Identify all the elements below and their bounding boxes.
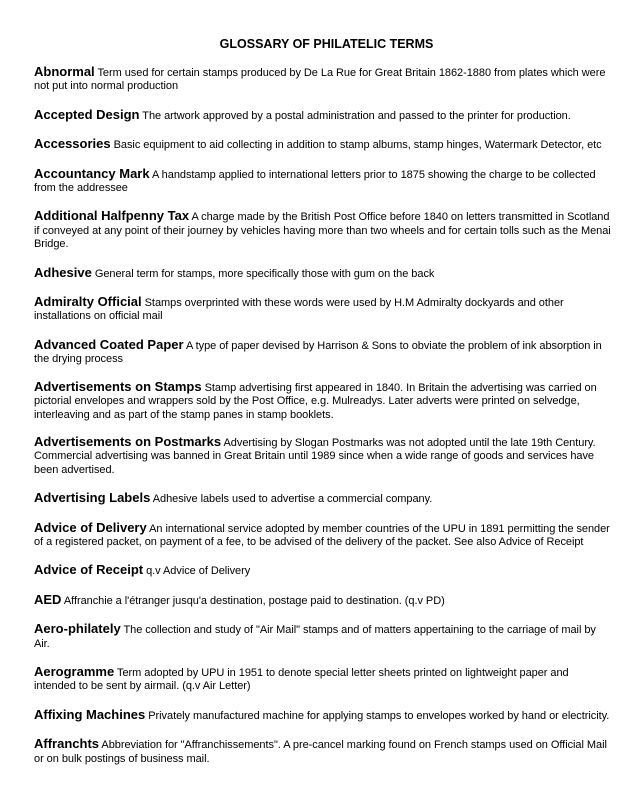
glossary-term: Advertisements on Stamps	[34, 378, 202, 394]
glossary-term: Adhesive	[34, 264, 92, 280]
glossary-definition: Adhesive labels used to advertise a commercial company.	[150, 493, 433, 506]
glossary-definition: Stamp advertising first appeared in 1840. In Britain the advertising was carried on pictorial envelopes and wrappers sold by the Post Office, e.g. Mulreadys. Later adverts were printed on selvedge, interleaving and as part of the stamp panes in stamp booklets.	[34, 381, 597, 421]
glossary-definition: Term used for certain stamps produced by De La Rue for Great Britain 1862-1880 from plates which were not put into normal production	[34, 67, 606, 93]
glossary-entry	[34, 167, 611, 196]
glossary-term: Advertisements on Postmarks	[34, 433, 222, 449]
glossary-term: Advice of Delivery	[34, 519, 147, 535]
glossary-definition: A handstamp applied to international letters prior to 1875 showing the charge to be collected from the addressee	[34, 168, 596, 195]
glossary-term: Affranchts	[34, 736, 100, 752]
glossary-entry	[34, 435, 611, 477]
glossary-term: Additional Halfpenny Tax	[34, 208, 190, 224]
glossary-term: Advertising Labels	[34, 490, 151, 506]
glossary-definition: Advertising by Slogan Postmarks was not adopted until the late 19th Century. Commercial advertising was banned in Great Britain until 1989 since when a wide range of goods and services have been advertised.	[34, 436, 596, 476]
glossary-definition: General term for stamps, more specifically those with gum on the back	[91, 267, 435, 280]
glossary-definition: A charge made by the British Post Office before 1840 on letters transmitted in Scotland if conveyed at any point of their journey by vehicles having more than two wheels and for certain tolls such as the Menai Bridge.	[34, 211, 611, 251]
glossary-term: AED	[34, 591, 62, 607]
glossary-entry	[34, 708, 611, 723]
glossary-entry	[34, 108, 611, 123]
glossary-entry	[34, 563, 611, 578]
glossary-term: Advice of Receipt	[34, 562, 144, 578]
glossary-term: Admiralty Official	[34, 294, 142, 310]
glossary-entry	[34, 665, 611, 694]
glossary-definition: The artwork approved by a postal administration and passed to the printer for production.	[139, 109, 571, 122]
glossary-definition: Basic equipment to aid collecting in addition to stamp albums, stamp hinges, Watermark Detector, etc	[110, 139, 602, 152]
glossary-definition: Privately manufactured machine for applying stamps to envelopes worked by hand or electricity.	[145, 709, 610, 722]
document-title: GLOSSARY OF PHILATELIC TERMS	[219, 37, 434, 51]
glossary-definition: The collection and study of "Air Mail" stamps and of matters appertaining to the carriage of mail by Air.	[34, 624, 596, 650]
glossary-definition: An international service adopted by member countries of the UPU in 1891 permitting the sender of a registered packet, on payment of a fee, to be advised of the delivery of the packet. See also Advice of Receipt	[34, 522, 610, 548]
glossary-definition: A type of paper devised by Harrison & Sons to obviate the problem of ink absorption in the drying process	[34, 339, 602, 366]
glossary-term: Accepted Design	[34, 106, 140, 122]
glossary-entry	[34, 593, 611, 608]
glossary-entry	[34, 380, 611, 422]
glossary-definition: Affranchie a l'étranger jusqu'a destination, postage paid to destination. (q.v PD)	[61, 594, 445, 607]
glossary-definition: Term adopted by UPU in 1951 to denote special letter sheets printed on lightweight paper and intended to be sent by airmail. (q.v Air Letter)	[34, 666, 569, 693]
glossary-entry	[34, 338, 611, 367]
glossary-term: Affixing Machines	[34, 706, 146, 722]
glossary-entry	[34, 65, 611, 94]
glossary-term: Accountancy Mark	[34, 165, 150, 181]
glossary-definition: q.v Advice of Delivery	[143, 565, 251, 578]
glossary-entry	[34, 491, 611, 506]
glossary-entry	[34, 295, 611, 324]
glossary-term: Aero-philately	[34, 621, 121, 637]
glossary-entry	[34, 209, 611, 251]
glossary-definition: Stamps overprinted with these words were used by H.M Admiralty dockyards and other installations on official mail	[34, 297, 564, 323]
glossary-term: Abnormal	[34, 64, 95, 79]
glossary-entry	[34, 737, 611, 766]
glossary-term: Aerogramme	[34, 663, 115, 679]
glossary-entry	[34, 622, 611, 651]
glossary-term: Advanced Coated Paper	[34, 336, 184, 352]
glossary-entry	[34, 521, 611, 550]
glossary-term: Accessories	[34, 136, 111, 152]
glossary-definition: Abbreviation for "Affranchissements". A pre-cancel marking found on French stamps used on Official Mail or on bulk postings of business mail.	[34, 739, 607, 765]
glossary-entry	[34, 266, 611, 281]
glossary-entry	[34, 137, 611, 152]
